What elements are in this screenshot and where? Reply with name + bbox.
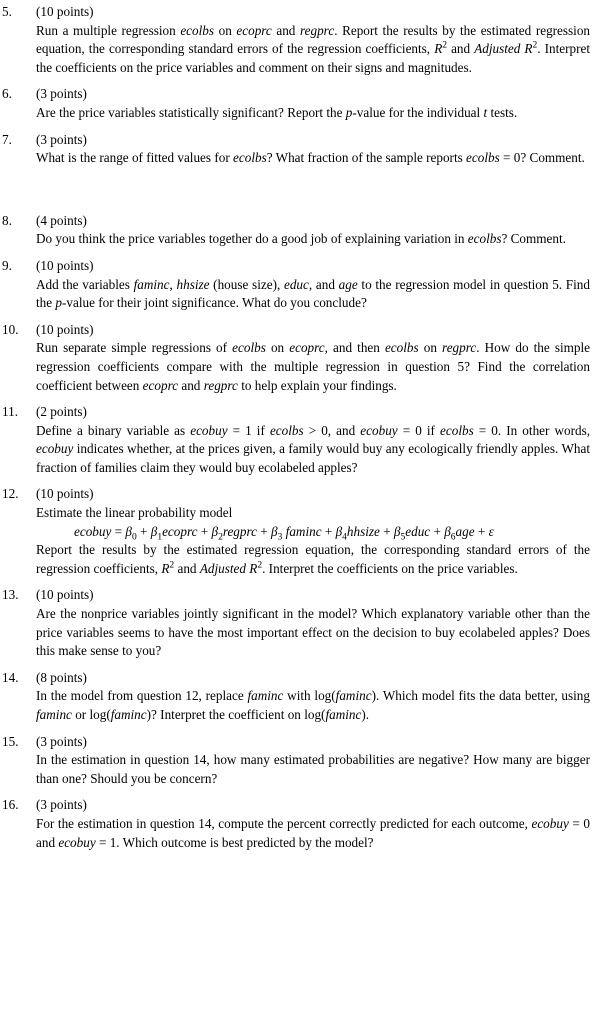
question-text: For the estimation in question 14, compute the percent correctly predicted for each outcome, ecobuy = 0 and ecobuy = 1. Which outcome is best predicted by the model? (36, 815, 591, 850)
question-body (36, 669, 590, 725)
equation: ecobuy = $\beta_0$ + $\beta_1ecoprc$ + $\beta_2regprc + \beta_3$ $faminc + \beta_4hhsize$ + $\beta_5educ + \beta_6age + \varepsilon$ (74, 523, 494, 543)
question-text: Are the price variables statistically significant? Report the p-value for the individual t tests. (36, 104, 518, 120)
question-item (2, 257, 590, 313)
question-points: (10 points) (36, 486, 94, 502)
question-number: 10. (2, 321, 19, 337)
question-points: (3 points) (36, 797, 87, 813)
question-points: (3 points) (36, 733, 87, 749)
question-number: 6. (2, 86, 12, 102)
question-number: 13. (2, 587, 19, 603)
question-number: 5. (2, 4, 12, 19)
question-body (36, 257, 590, 313)
question-text: What is the range of fitted values for ecolbs? What fraction of the sample reports ecolbs = 0? Comment. (36, 150, 585, 166)
question-points: (10 points) (36, 4, 94, 19)
question-item (2, 321, 590, 395)
question-item (2, 485, 590, 578)
question-item (2, 403, 590, 477)
question-number: 12. (2, 486, 19, 502)
question-item (2, 3, 590, 77)
question-item (2, 733, 590, 789)
question-text: Are the nonprice variables jointly significant in the model? Which explanatory variable other than the price variables seems to have the most important effect on the decision to buy ecolabeled apples? Does this make sense to you? (36, 606, 590, 659)
question-number: 15. (2, 733, 19, 749)
question-list (2, 3, 590, 852)
question-text: Run a multiple regression ecolbs on ecoprc and regprc. Report the results by the estimated regression equation, the corresponding standard errors of the regression coefficients, $R^2$ and Adjusted $R^2$. Interpret the coefficients on the price variables and comment on their signs and magnitudes. (36, 22, 591, 75)
question-body (36, 586, 590, 660)
question-text: Define a binary variable as ecobuy = 1 if ecolbs > 0, and ecobuy = 0 if ecolbs = 0. In other words, ecobuy indicates whether, at the prices given, a family would buy any ecologically friendly apples. What fraction of families claim they would buy ecolabeled apples? (36, 422, 591, 475)
question-points: (3 points) (36, 86, 87, 102)
question-item (2, 586, 590, 660)
question-body (36, 212, 590, 249)
question-body (36, 85, 590, 122)
question-points: (10 points) (36, 257, 94, 273)
question-text: Estimate the linear probability model (36, 505, 233, 521)
question-text: Report the results by the estimated regression equation, the corresponding standard errors of the regression coefficients, $R^2$ and Adjusted $R^2$. Interpret the coefficients on the price variables. (36, 542, 590, 576)
question-body (36, 321, 590, 395)
question-number: 8. (2, 212, 12, 228)
question-item (2, 212, 590, 249)
question-points: (10 points) (36, 321, 94, 337)
question-number: 9. (2, 257, 12, 273)
question-body (36, 403, 590, 477)
question-number: 7. (2, 131, 12, 147)
question-body (36, 3, 590, 77)
question-number: 14. (2, 669, 19, 685)
question-text: In the estimation in question 14, how many estimated probabilities are negative? How many are bigger than one? Should you be concern? (36, 752, 590, 786)
question-body (36, 733, 590, 789)
question-text: Do you think the price variables together do a good job of explaining variation in ecolbs? Comment. (36, 231, 566, 247)
question-points: (2 points) (36, 404, 87, 420)
question-text: Add the variables faminc, hhsize (house size), educ, and age to the regression model in question 5. Find the p-value for their joint significance. What do you conclude? (36, 276, 590, 311)
question-item (2, 131, 590, 168)
question-item (2, 796, 590, 852)
question-points: (8 points) (36, 669, 87, 685)
question-body (36, 131, 590, 168)
question-body (36, 796, 590, 852)
question-item (2, 669, 590, 725)
question-text: In the model from question 12, replace faminc with log(faminc). Which model fits the data better, using faminc or log(faminc)? Interpret the coefficient on log(faminc). (36, 688, 590, 722)
question-points: (3 points) (36, 131, 87, 147)
question-body (36, 485, 590, 578)
question-number: 16. (2, 797, 19, 813)
question-points: (4 points) (36, 212, 87, 228)
question-item (2, 85, 590, 122)
question-text: Run separate simple regressions of ecolbs on ecoprc, and then ecolbs on regprc. How do the simple regression coefficients compare with the multiple regression in question 5? Find the correlation coefficient between ecoprc and regprc to help explain your findings. (36, 340, 591, 393)
question-number: 11. (2, 404, 18, 420)
question-points: (10 points) (36, 587, 94, 603)
